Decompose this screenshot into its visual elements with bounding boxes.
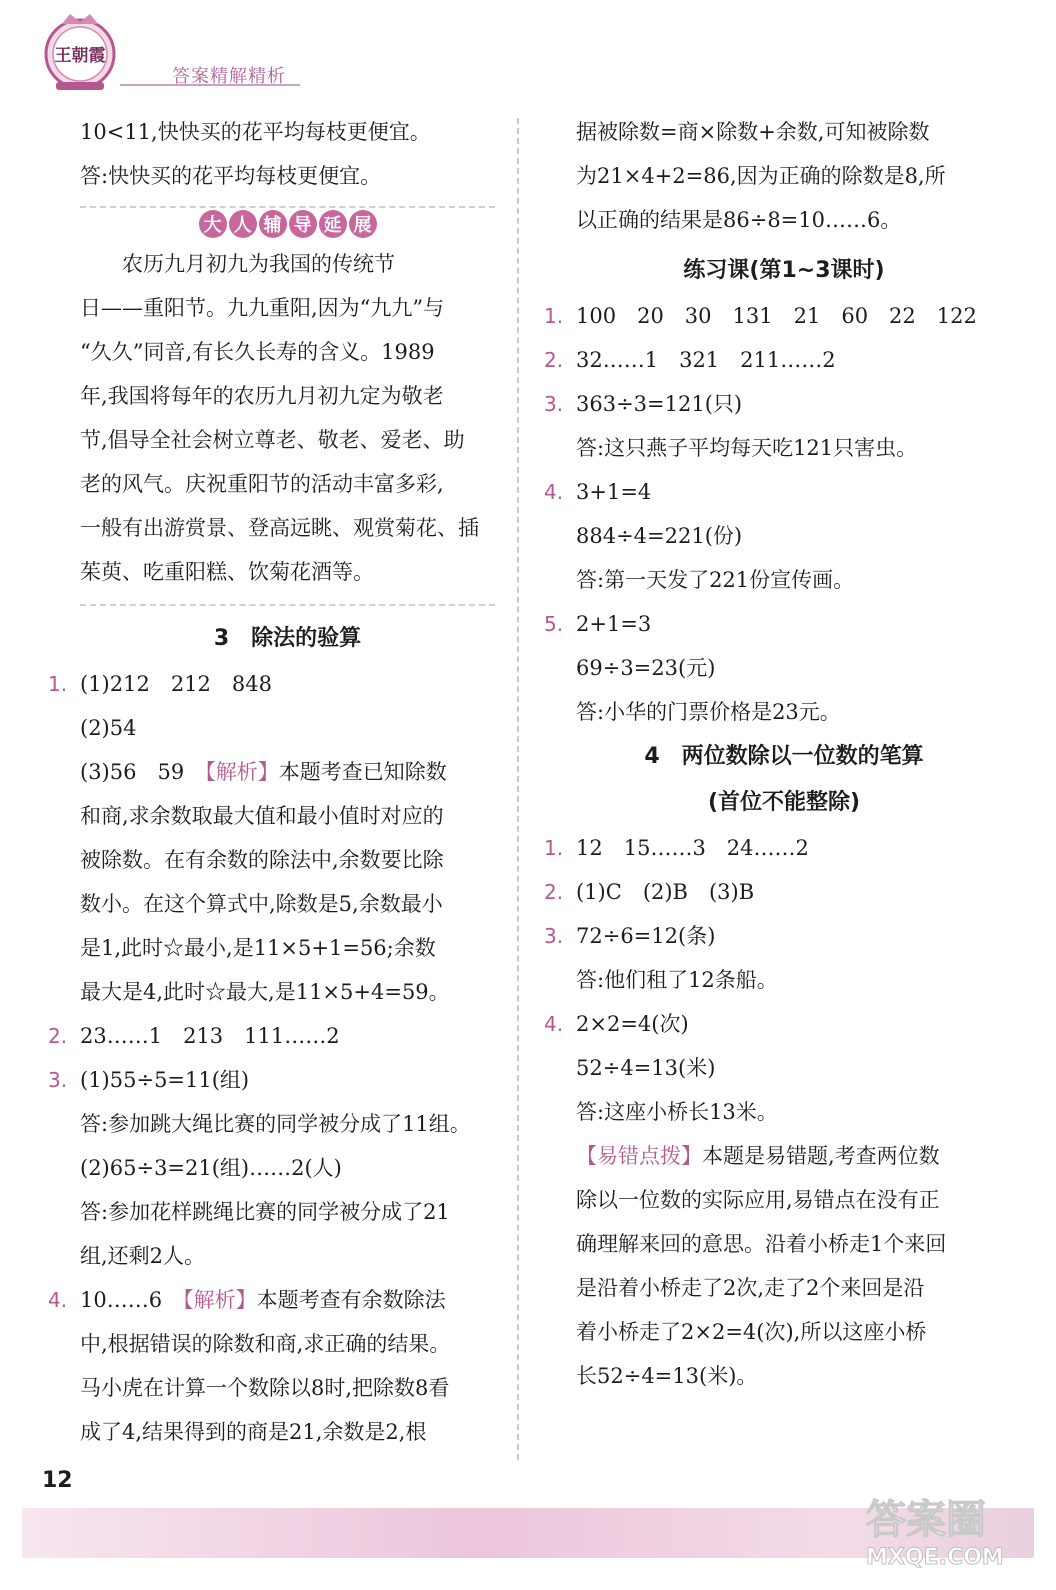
answer-text: 32……1 321 211……2 [576, 348, 836, 372]
question-number: 4. [544, 480, 564, 504]
divider [80, 604, 495, 606]
practice-1 [544, 294, 992, 338]
answer-line [80, 750, 495, 794]
paragraph-line: 节,倡导全社会树立尊老、敬老、爱老、助 [80, 428, 465, 452]
answer-line: (2)54 [80, 716, 137, 740]
analysis-line: 为21×4+2=86,因为正确的除数是8,所 [576, 164, 946, 188]
question-number: 4. [48, 1288, 68, 1312]
section-title: 4 两位数除以一位数的笔算 [644, 744, 924, 769]
answer-line: 答:参加跳大绳比赛的同学被分成了11组。 [80, 1112, 471, 1136]
practice-4 [544, 470, 992, 514]
answer-text: (1)212 212 848 [80, 672, 272, 696]
answer-line: 答:小华的门票价格是23元。 [576, 700, 841, 724]
question-number: 1. [48, 672, 68, 696]
paragraph-line: “久久”同音,有长久长寿的含义。1989 [80, 340, 435, 364]
answer-text: 12 15……3 24……2 [576, 836, 809, 860]
answer-text: 2+1=3 [576, 612, 652, 636]
tip-text: 本题是易错题,考查两位数 [702, 1144, 940, 1168]
analysis-line: 和商,求余数取最大值和最小值时对应的 [80, 804, 444, 828]
paragraph-line: 农历九月初九为我国的传统节 [122, 252, 395, 276]
question-number: 1. [544, 836, 564, 860]
answer-text: (3)56 59 [80, 760, 206, 784]
answer-line: 69÷3=23(元) [576, 656, 716, 680]
analysis-line: 被除数。在有余数的除法中,余数要比除 [80, 848, 444, 872]
paragraph-line: 年,我国将每年的农历九月初九定为敬老 [80, 384, 444, 408]
extension-badge [80, 206, 495, 242]
exercise-3 [544, 914, 992, 958]
analysis-line: 以正确的结果是86÷8=10……6。 [576, 208, 902, 232]
analysis-line: 中,根据错误的除数和商,求正确的结果。 [80, 1332, 451, 1356]
paragraph-line: 一般有出游赏景、登高远眺、观赏菊花、插 [80, 516, 479, 540]
badge-char: 展 [349, 210, 377, 238]
answer-line: 答:这座小桥长13米。 [576, 1100, 778, 1124]
answer-line: 答:第一天发了221份宣传画。 [576, 568, 855, 592]
question-number: 4. [544, 1012, 564, 1036]
answer-text: 10……6 [80, 1288, 184, 1312]
answer-line: 884÷4=221(份) [576, 524, 743, 548]
question-number: 2. [48, 1024, 68, 1048]
watermark [866, 1488, 1026, 1578]
paragraph-line: 老的风气。庆祝重阳节的活动丰富多彩, [80, 472, 444, 496]
answer-line: 答:这只燕子平均每天吃121只害虫。 [576, 436, 918, 460]
analysis-line: 数小。在这个算式中,除数是5,余数最小 [80, 892, 443, 916]
section-title: 练习课(第1~3课时) [683, 258, 885, 283]
section-subtitle: (首位不能整除) [707, 790, 861, 815]
badge-char: 导 [289, 210, 317, 238]
answer-text: 100 20 30 131 21 60 22 122 [576, 304, 977, 328]
analysis-line: 最大是4,此时☆最大,是11×5+4=59。 [80, 980, 450, 1004]
exercise-2 [544, 870, 992, 914]
question-1 [48, 662, 495, 706]
tip-line: 是沿着小桥走了2次,走了2个来回是沿 [576, 1276, 925, 1300]
badge-char: 人 [229, 210, 257, 238]
analysis-text: 本题考查已知除数 [278, 760, 447, 784]
answer-text: 363÷3=121(只) [576, 392, 743, 416]
analysis-text: 本题考查有余数除法 [256, 1288, 446, 1312]
tip-line [576, 1134, 992, 1178]
question-number: 2. [544, 348, 564, 372]
watermark-logo: 答案圈 [866, 1497, 986, 1543]
page-header-title: 答案精解精析 [172, 66, 286, 87]
paragraph-line: 日——重阳节。九九重阳,因为“九九”与 [80, 296, 445, 320]
question-number: 3. [544, 924, 564, 948]
tip-line: 确理解来回的意思。沿着小桥走1个来回 [576, 1232, 947, 1256]
answer-text: (1)55÷5=11(组) [80, 1068, 250, 1092]
question-3 [48, 1058, 495, 1102]
page-number: 12 [42, 1468, 73, 1493]
answer-text: 23……1 213 111……2 [80, 1024, 340, 1048]
badge-char: 延 [319, 210, 347, 238]
watermark-url: MXQE.COM [866, 1545, 1004, 1570]
analysis-tag: 【解析】 [183, 1288, 257, 1312]
right-column [544, 110, 992, 1398]
logo-text: 王朝霞 [54, 46, 106, 66]
exercise-1 [544, 826, 992, 870]
question-number: 3. [544, 392, 564, 416]
answer-line: 答:快快买的花平均每枝更便宜。 [80, 164, 382, 188]
answer-text: (1)C (2)B (3)B [576, 880, 755, 904]
question-2 [48, 1014, 495, 1058]
analysis-line: 成了4,结果得到的商是21,余数是2,根 [80, 1420, 427, 1444]
analysis-line: 马小虎在计算一个数除以8时,把除数8看 [80, 1376, 450, 1400]
analysis-tag: 【解析】 [205, 760, 279, 784]
answer-line: 答:参加花样跳绳比赛的同学被分成了21 [80, 1200, 450, 1224]
tip-tag: 【易错点拨】 [576, 1144, 702, 1168]
exercise-4 [544, 1002, 992, 1046]
answer-text: 3+1=4 [576, 480, 652, 504]
answer-line: 10<11,快快买的花平均每枝更便宜。 [80, 120, 431, 144]
practice-3 [544, 382, 992, 426]
tip-line: 长52÷4=13(米)。 [576, 1364, 758, 1388]
column-divider [517, 118, 519, 1460]
answer-line: (2)65÷3=21(组)……2(人) [80, 1156, 342, 1180]
answer-text: 2×2=4(次) [576, 1012, 689, 1036]
tip-line: 着小桥走了2×2=4(次),所以这座小桥 [576, 1320, 927, 1344]
answer-text: 72÷6=12(条) [576, 924, 716, 948]
question-4 [48, 1278, 495, 1322]
question-number: 3. [48, 1068, 68, 1092]
answer-line: 组,还剩2人。 [80, 1244, 206, 1268]
paragraph-line: 茱萸、吃重阳糕、饮菊花酒等。 [80, 560, 374, 584]
section-title: 3 除法的验算 [213, 626, 362, 651]
practice-2 [544, 338, 992, 382]
tip-line: 除以一位数的实际应用,易错点在没有正 [576, 1188, 940, 1212]
practice-5 [544, 602, 992, 646]
badge-char: 辅 [259, 210, 287, 238]
answer-line: 答:他们租了12条船。 [576, 968, 778, 992]
analysis-line: 是1,此时☆最小,是11×5+1=56;余数 [80, 936, 436, 960]
publisher-logo [40, 10, 120, 94]
question-number: 5. [544, 612, 564, 636]
analysis-line: 据被除数=商×除数+余数,可知被除数 [576, 120, 930, 144]
badge-char: 大 [199, 210, 227, 238]
left-column [48, 110, 495, 1454]
answer-line: 52÷4=13(米) [576, 1056, 716, 1080]
question-number: 2. [544, 880, 564, 904]
question-number: 1. [544, 304, 564, 328]
